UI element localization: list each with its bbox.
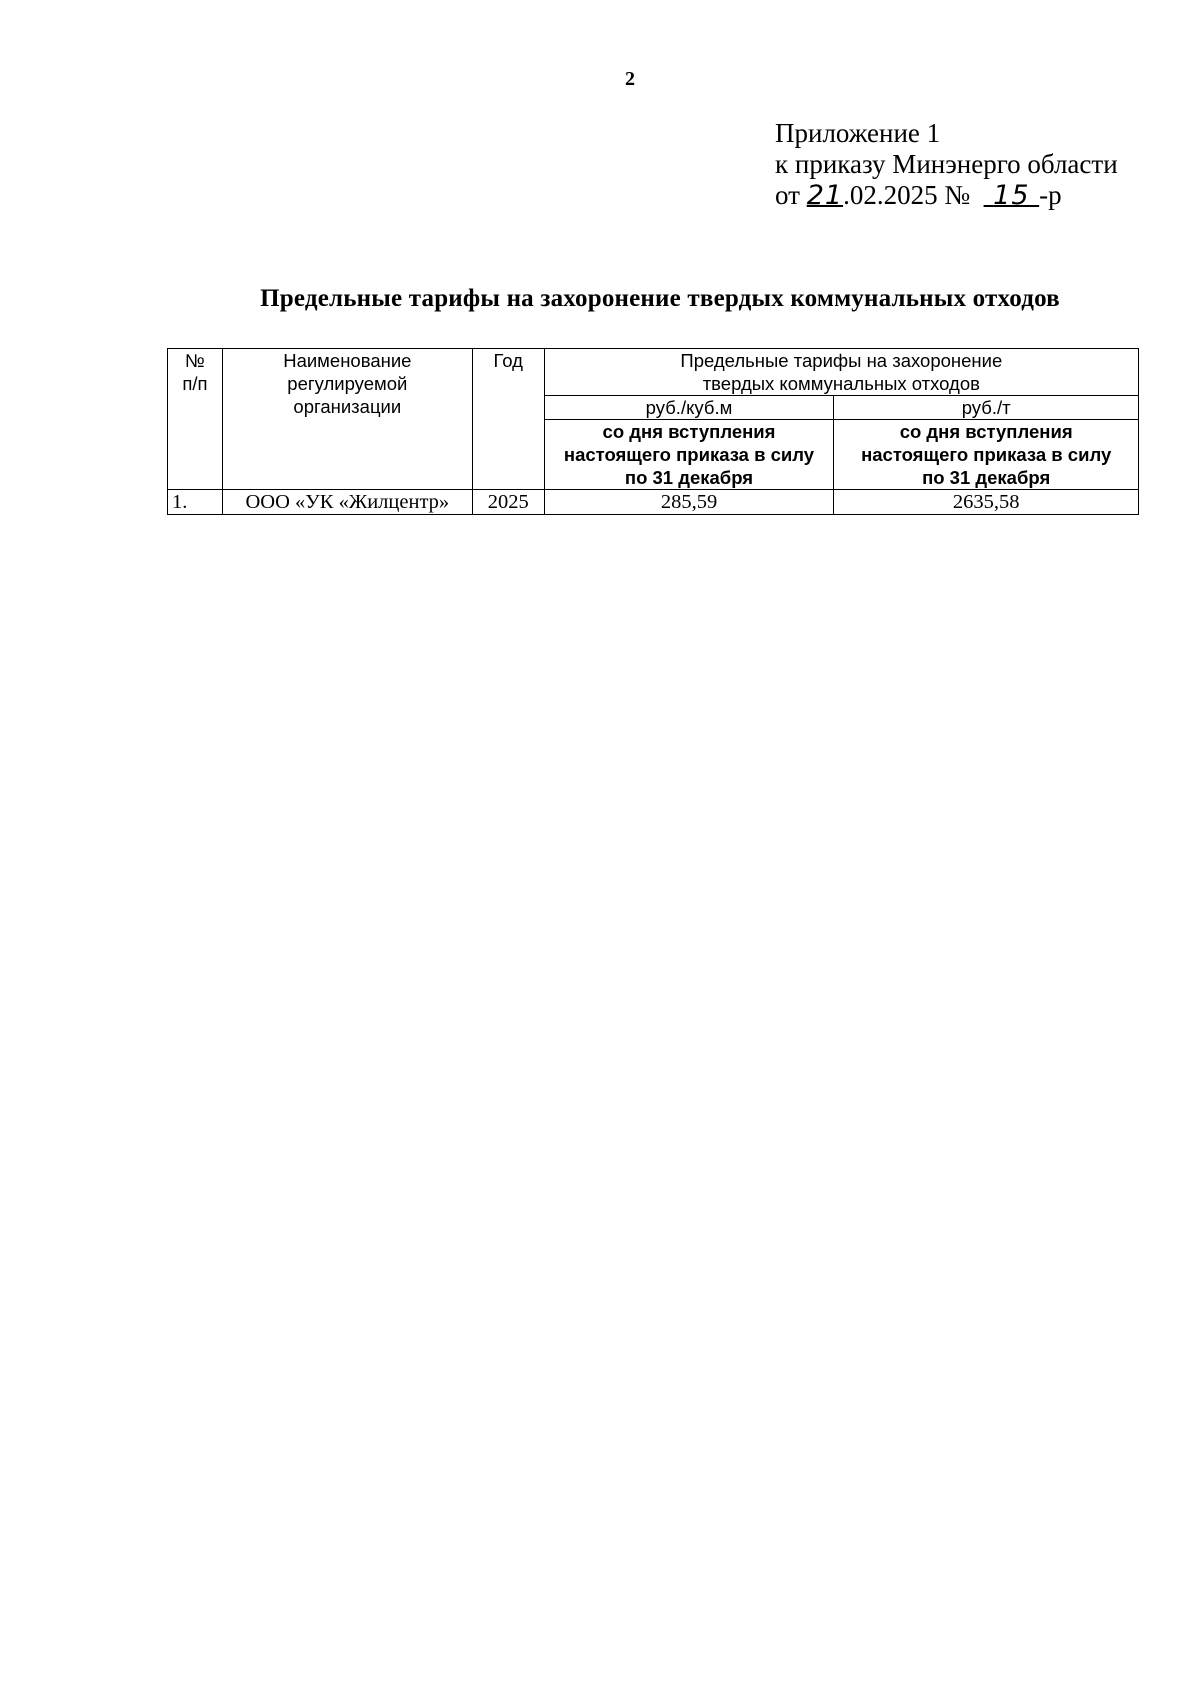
tariffs-table <box>167 348 1139 515</box>
cell-organization: ООО «УК «Жилцентр» <box>222 490 472 515</box>
cell-num: 1. <box>168 490 223 515</box>
table-header-row-1 <box>168 349 1139 396</box>
appendix-date-line <box>775 180 1118 211</box>
cell-year: 2025 <box>472 490 544 515</box>
appendix-block <box>775 118 1118 211</box>
appendix-order-ref: к приказу Минэнерго области <box>775 149 1118 179</box>
order-number-handwritten: 15 <box>993 180 1030 211</box>
date-rest: .02.2025 № <box>843 180 977 210</box>
header-unit-weight: руб./т <box>834 396 1139 420</box>
header-organization: Наименование регулируемой организации <box>222 349 472 490</box>
order-number-suffix: -р <box>1039 180 1062 210</box>
cell-tariff-weight: 2635,58 <box>834 490 1139 515</box>
header-num: № п/п <box>168 349 223 490</box>
cell-tariff-volume: 285,59 <box>544 490 834 515</box>
header-period-volume: со дня вступления настоящего приказа в силу по 31 декабря <box>544 420 834 490</box>
header-year: Год <box>472 349 544 490</box>
appendix-title: Приложение 1 <box>775 118 941 148</box>
header-tariffs: Предельные тарифы на захоронение твердых коммунальных отходов <box>544 349 1138 396</box>
page-number: 2 <box>625 68 635 90</box>
document-title: Предельные тарифы на захоронение твердых коммунальных отходов <box>260 285 1060 312</box>
date-prefix: от <box>775 180 807 210</box>
header-unit-volume: руб./куб.м <box>544 396 834 420</box>
header-period-weight: со дня вступления настоящего приказа в силу по 31 декабря <box>834 420 1139 490</box>
date-day-handwritten: 21 <box>806 180 844 211</box>
table-row <box>168 490 1139 515</box>
